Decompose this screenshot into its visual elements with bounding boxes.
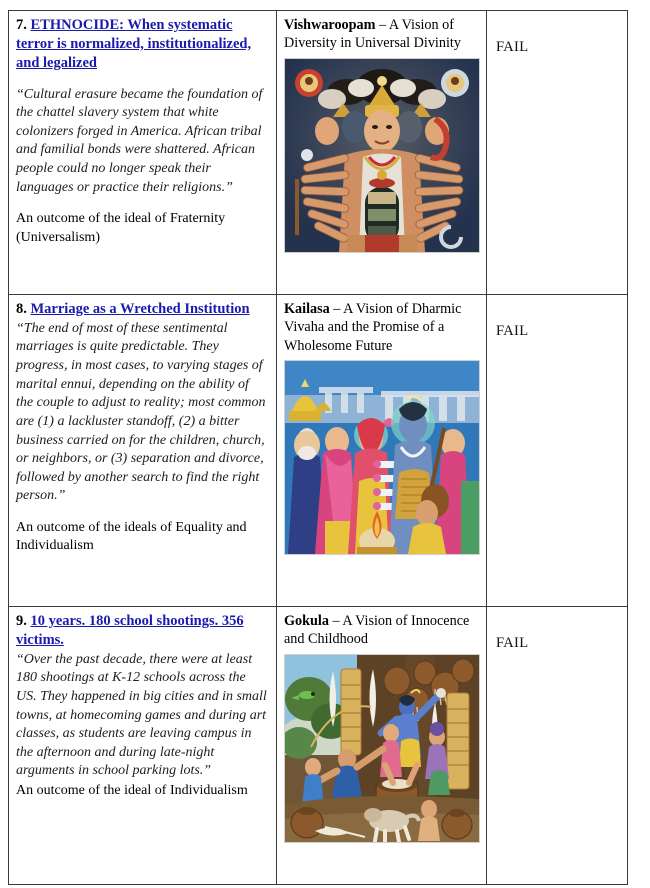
vision-name: Gokula xyxy=(284,613,329,629)
vision-subtitle: – A Vision of Dharmic Vivaha and the Promise of a Wholesome Future xyxy=(284,301,462,354)
table-row xyxy=(9,607,628,885)
row-heading xyxy=(16,300,269,319)
row-outcome: An outcome of the ideal of Individualism xyxy=(16,782,248,798)
vision-subtitle: – A Vision of Innocence and Childhood xyxy=(284,613,470,648)
status-badge: FAIL xyxy=(496,635,529,651)
row-critique-cell xyxy=(9,607,277,885)
row-heading-link[interactable]: 10 years. 180 school shootings. 356 victims. xyxy=(16,613,244,648)
row-number: 9. xyxy=(16,613,27,629)
vision-image-wrap xyxy=(284,654,479,843)
table-row xyxy=(9,11,628,295)
row-outcome: An outcome of the ideals of Equality and Individualism xyxy=(16,519,247,554)
vishwaroopam-universal-form-illustration xyxy=(284,58,480,253)
row-verdict-cell xyxy=(487,295,628,607)
vision-caption xyxy=(284,16,479,53)
row-verdict-cell xyxy=(487,607,628,885)
row-vision-cell xyxy=(277,607,487,885)
row-heading xyxy=(16,16,269,73)
row-heading-link[interactable]: ETHNOCIDE: When systematic terror is normalized, institutionalized, and legalized xyxy=(16,17,252,71)
status-badge: FAIL xyxy=(496,39,529,55)
row-quote: “Cultural erasure became the foundation of the chattel slavery system that white colonizers forged in America. African tribal and familial bonds were shattered. African people could no longer speak their languages or practice their religions.” xyxy=(16,86,263,195)
row-quote: “The end of most of these sentimental marriages is quite predictable. They progress, in most cases, to varying stages of marital ennui, depending on the ability of the couple to adjust to reality; most common are (1) a lackluster standoff, (2) a bitter business carried on for the children, church, or neighbors, or (3) separation and divorce, followed by another search to find the right person.” xyxy=(16,320,266,504)
vision-caption xyxy=(284,612,479,649)
row-critique-cell xyxy=(9,11,277,295)
row-number: 7. xyxy=(16,17,27,33)
vision-image-wrap xyxy=(284,360,479,555)
vision-name: Vishwaroopam xyxy=(284,17,376,33)
row-quote: “Over the past decade, there were at least 180 shootings at K-12 schools across the US. They happened in big cities and in small towns, at homecoming games and during art classes, as students are leaving campus in the afternoon and during late-night arguments in school parking lots.” xyxy=(16,651,267,779)
row-outcome: An outcome of the ideal of Fraternity (Universalism) xyxy=(16,211,226,245)
row-verdict-cell xyxy=(487,11,628,295)
row-heading-link[interactable]: Marriage as a Wretched Institution xyxy=(30,301,250,317)
vision-subtitle: – A Vision of Diversity in Universal Divinity xyxy=(284,17,461,52)
vision-image-wrap xyxy=(284,58,479,253)
row-heading xyxy=(16,612,269,650)
row-critique-cell xyxy=(9,295,277,607)
vision-caption xyxy=(284,300,479,355)
gokula-krishna-childhood-illustration xyxy=(284,654,480,843)
table-row xyxy=(9,295,628,607)
vision-name: Kailasa xyxy=(284,301,330,317)
status-badge: FAIL xyxy=(496,323,529,339)
row-vision-cell xyxy=(277,11,487,295)
kailasa-dharmic-wedding-illustration xyxy=(284,360,480,555)
comparison-table xyxy=(8,10,628,885)
row-vision-cell xyxy=(277,295,487,607)
row-number: 8. xyxy=(16,301,27,317)
